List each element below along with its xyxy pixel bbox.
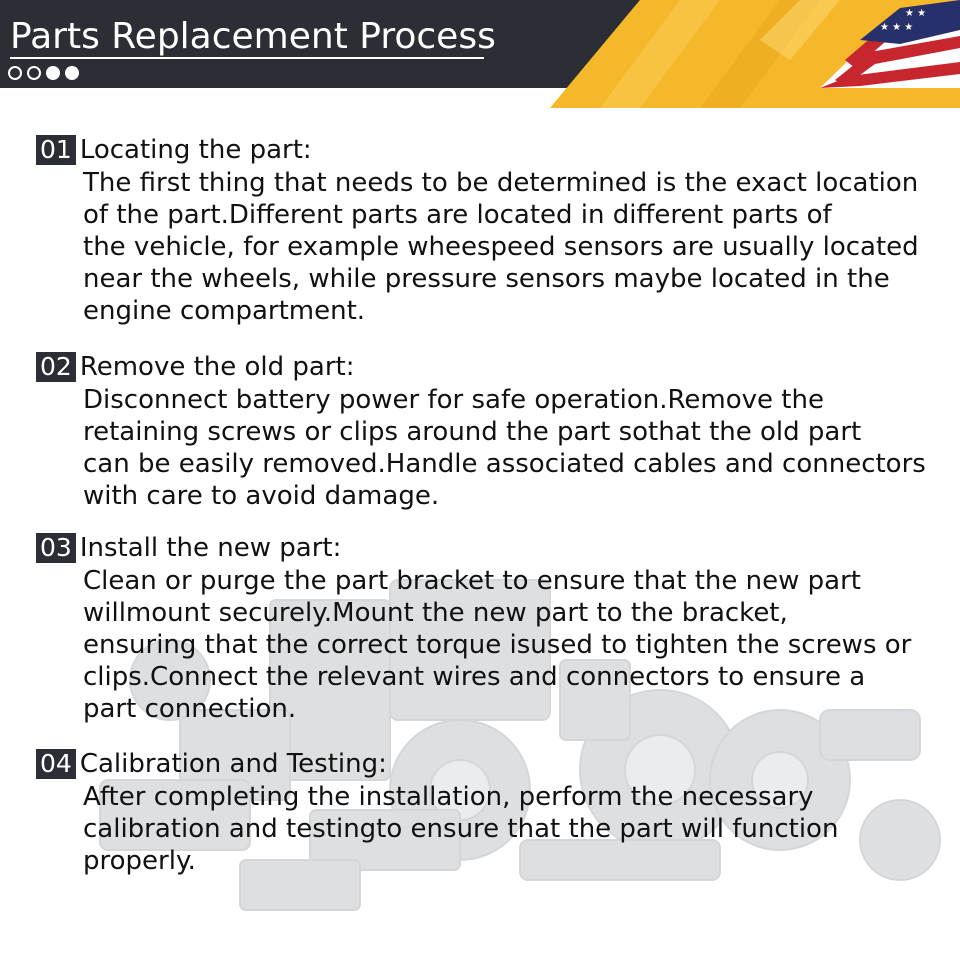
description-line: Disconnect battery power for safe operation.Remove the [83,385,824,415]
description-line: The first thing that needs to be determined is the exact location [83,168,919,198]
step-header [36,747,946,781]
description-line: part connection. [83,694,297,724]
description-line: Clean or purge the part bracket to ensure that the new part [83,566,861,596]
description-line: willmount securely.Mount the new part to the bracket, [83,598,788,628]
step-section-4 [36,747,946,877]
header-banner [0,0,960,108]
step-title: Calibration and Testing: [79,749,387,779]
description-line: clips.Connect the relevant wires and connectors to ensure a [83,662,866,692]
page-title: Parts Replacement Process [10,16,496,57]
step-number-badge: 03 [36,533,76,563]
step-number-badge: 02 [36,352,76,382]
step-description [83,781,946,877]
step-description [83,384,946,512]
pagination-dot [65,66,79,80]
description-line: of the part.Different parts are located in different parts of [83,200,832,230]
step-description [83,167,946,327]
step-number-badge: 04 [36,749,76,779]
step-header [36,133,946,167]
pagination-dots [8,66,79,80]
step-header [36,531,946,565]
step-title: Locating the part: [79,135,312,165]
step-section-3 [36,531,946,725]
description-line: engine compartment. [83,296,366,326]
description-line: with care to avoid damage. [83,481,440,511]
pagination-dot [8,66,22,80]
step-number-badge: 01 [36,135,76,165]
pagination-dot [46,66,60,80]
step-section-2 [36,350,946,512]
description-line: the vehicle, for example wheespeed sensors are usually located [83,232,919,262]
description-line: ensuring that the correct torque isused to tighten the screws or [83,630,912,660]
step-title: Install the new part: [79,533,342,563]
svg-text:★ ★ ★: ★ ★ ★ [880,22,914,33]
description-line: near the wheels, while pressure sensors maybe located in the [83,264,890,294]
step-title: Remove the old part: [79,352,355,382]
description-line: properly. [83,846,196,876]
step-description [83,565,946,725]
step-header [36,350,946,384]
description-line: calibration and testingto ensure that the part will function [83,814,839,844]
description-line: can be easily removed.Handle associated cables and connectors [83,449,926,479]
pagination-dot [27,66,41,80]
step-section-1 [36,133,946,327]
description-line: After completing the installation, perform the necessary [83,782,814,812]
title-underline [10,57,484,59]
svg-text:★ ★: ★ ★ [905,8,927,19]
description-line: retaining screws or clips around the part sothat the old part [83,417,862,447]
